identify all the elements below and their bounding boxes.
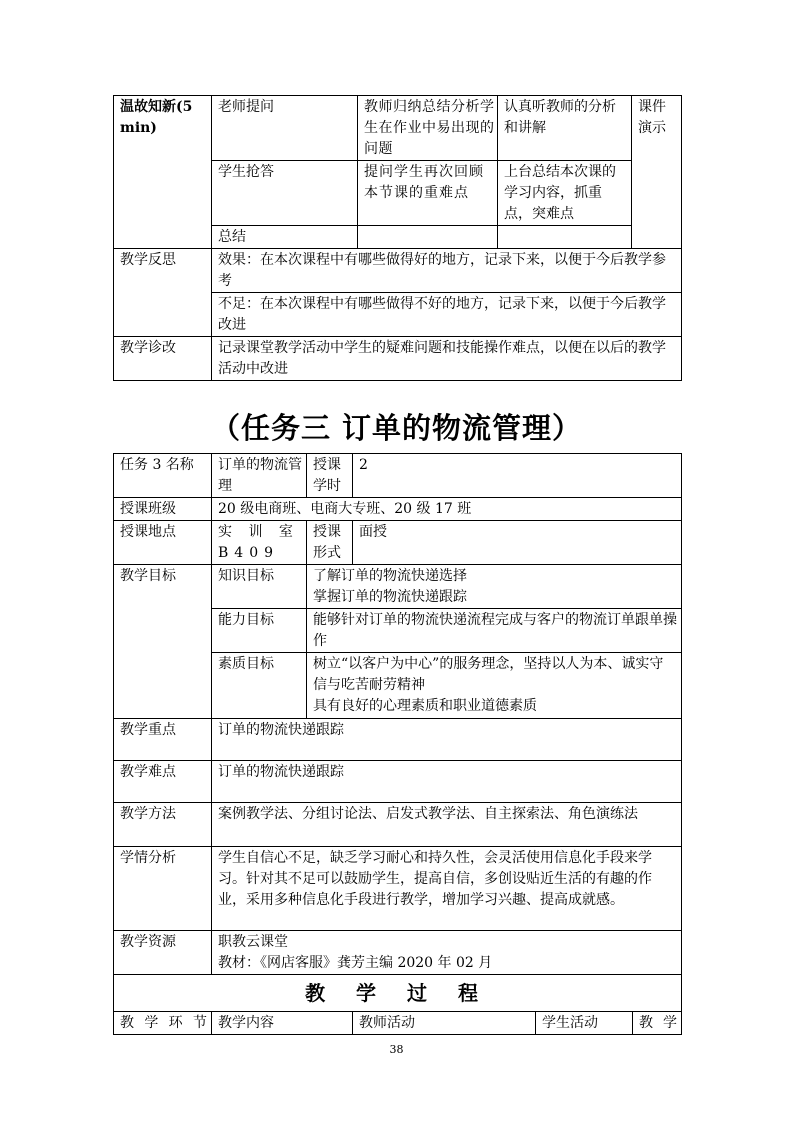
task-table	[113, 453, 682, 1035]
page-number: 38	[389, 1043, 404, 1056]
process-header-student: 学生活动	[536, 1012, 633, 1035]
diagnosis-label: 教学诊改	[114, 337, 212, 381]
process-title: 教 学 过 程	[114, 975, 682, 1012]
resources-label: 教学资源	[114, 931, 212, 975]
methods-label: 教学方法	[114, 803, 212, 847]
form-label: 授课形式	[307, 521, 353, 565]
key-points-label: 教学重点	[114, 719, 212, 761]
process-header-content: 教学内容	[212, 1012, 353, 1035]
analysis-value: 学生自信心不足，缺乏学习耐心和持久性，会灵活使用信息化手段来学习。针对其不足可以鼓励学生，提高自信，多创设贴近生活的有趣的作业，采用多种信息化手段进行教学，增加学习兴趣、提高成就感。	[212, 847, 682, 931]
process-header-phase: 教 学 环 节	[114, 1012, 212, 1035]
difficulties-label: 教学难点	[114, 761, 212, 803]
difficulties-value: 订单的物流快递跟踪	[212, 761, 682, 803]
methods-value: 案例教学法、分组讨论法、启发式教学法、自主探索法、角色演练法	[212, 803, 682, 847]
hours-value: 2	[353, 454, 682, 498]
resources-value: 职教云课堂 教材：《网店客服》龚芳主编 2020 年 02 月	[212, 931, 682, 975]
reflection-effect: 效果：在本次课程中有哪些做得好的地方，记录下来，以便于今后教学参考	[212, 249, 682, 293]
content-cell: 学生抢答	[212, 161, 358, 226]
reflection-label: 教学反思	[114, 249, 212, 337]
content-cell: 老师提问	[212, 96, 358, 161]
review-table	[113, 95, 682, 381]
objective-text: 了解订单的物流快递选择 掌握订单的物流快递跟踪	[307, 565, 682, 609]
process-header-method: 教 学	[633, 1012, 682, 1035]
objectives-label: 教学目标	[114, 565, 212, 719]
class-value: 20 级电商班、电商大专班、20 级 17 班	[212, 498, 682, 521]
student-activity-cell: 认真听教师的分析和讲解	[498, 96, 632, 161]
method-cell: 课件演示	[632, 96, 682, 226]
hours-label: 授课学时	[307, 454, 353, 498]
diagnosis-text: 记录课堂教学活动中学生的疑难问题和技能操作难点，以便在以后的教学活动中改进	[212, 337, 682, 381]
class-label: 授课班级	[114, 498, 212, 521]
key-points-value: 订单的物流快递跟踪	[212, 719, 682, 761]
content-cell: 总结	[212, 226, 358, 249]
student-activity-cell: 上台总结本次课的学习内容，抓重点，突难点	[498, 161, 632, 226]
location-label: 授课地点	[114, 521, 212, 565]
process-header-teacher: 教师活动	[353, 1012, 536, 1035]
task-name-label: 任务 3 名称	[114, 454, 212, 498]
teacher-activity-cell: 提问学生再次回顾本节课的重难点	[358, 161, 498, 226]
teacher-activity-cell: 教师归纳总结分析学生在作业中易出现的问题	[358, 96, 498, 161]
form-value: 面授	[353, 521, 682, 565]
objective-type: 素质目标	[212, 653, 307, 719]
location-value: 实 训 室 B409	[212, 521, 307, 565]
objective-text: 树立“以客户为中心”的服务理念，坚持以人为本、诚实守信与吃苦耐劳精神 具有良好的心理素质和职业道德素质	[307, 653, 682, 719]
phase-label: 温故知新(5min)	[114, 96, 212, 249]
reflection-shortcoming: 不足：在本次课程中有哪些做得不好的地方，记录下来，以便于今后教学改进	[212, 293, 682, 337]
section-title: （任务三 订单的物流管理）	[210, 411, 583, 445]
objective-type: 知识目标	[212, 565, 307, 609]
objective-text: 能够针对订单的物流快递流程完成与客户的物流订单跟单操作	[307, 609, 682, 653]
task-name: 订单的物流管理	[212, 454, 307, 498]
objective-type: 能力目标	[212, 609, 307, 653]
analysis-label: 学情分析	[114, 847, 212, 931]
